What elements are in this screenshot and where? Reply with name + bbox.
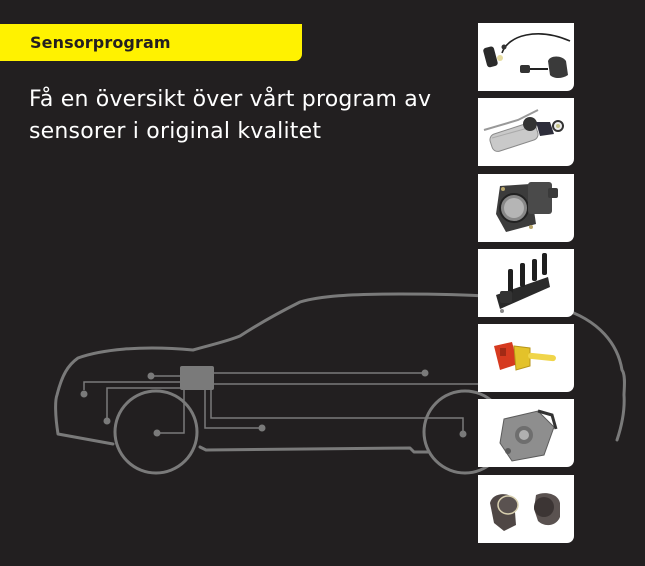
- sensor-node: [460, 431, 467, 438]
- headline: [29, 84, 479, 148]
- product-egr-valve[interactable]: [478, 399, 574, 467]
- sensor-node: [259, 425, 266, 432]
- product-temperature-sensor[interactable]: [478, 324, 574, 392]
- sensor-node: [81, 391, 88, 398]
- sensor-node: [154, 430, 161, 437]
- egr-module-icon: [478, 98, 574, 166]
- product-egr-cooler-sensor[interactable]: [478, 98, 574, 166]
- product-ignition-coil[interactable]: [478, 249, 574, 317]
- abs-sensor-cable-icon: [478, 23, 574, 91]
- banner-label: Sensorprogram: [30, 33, 171, 52]
- product-throttle-body-sensor[interactable]: [478, 174, 574, 242]
- sensor-node: [148, 373, 155, 380]
- section-banner: [0, 24, 302, 61]
- car-sill: [200, 447, 428, 452]
- temperature-sensor-icon: [478, 324, 574, 392]
- sensor-node: [104, 418, 111, 425]
- egr-valve-icon: [478, 399, 574, 467]
- ignition-coil-icon: [478, 249, 574, 317]
- headline-line-1: Få en översikt över vårt program av: [29, 87, 432, 112]
- throttle-body-icon: [478, 174, 574, 242]
- parking-sensor-icon: [478, 475, 574, 543]
- ecu-module: [180, 366, 214, 390]
- product-wheel-speed-sensor[interactable]: [478, 23, 574, 91]
- product-parking-sensor[interactable]: [478, 475, 574, 543]
- sensor-node: [422, 370, 429, 377]
- headline-line-2: sensorer i original kvalitet: [29, 119, 322, 144]
